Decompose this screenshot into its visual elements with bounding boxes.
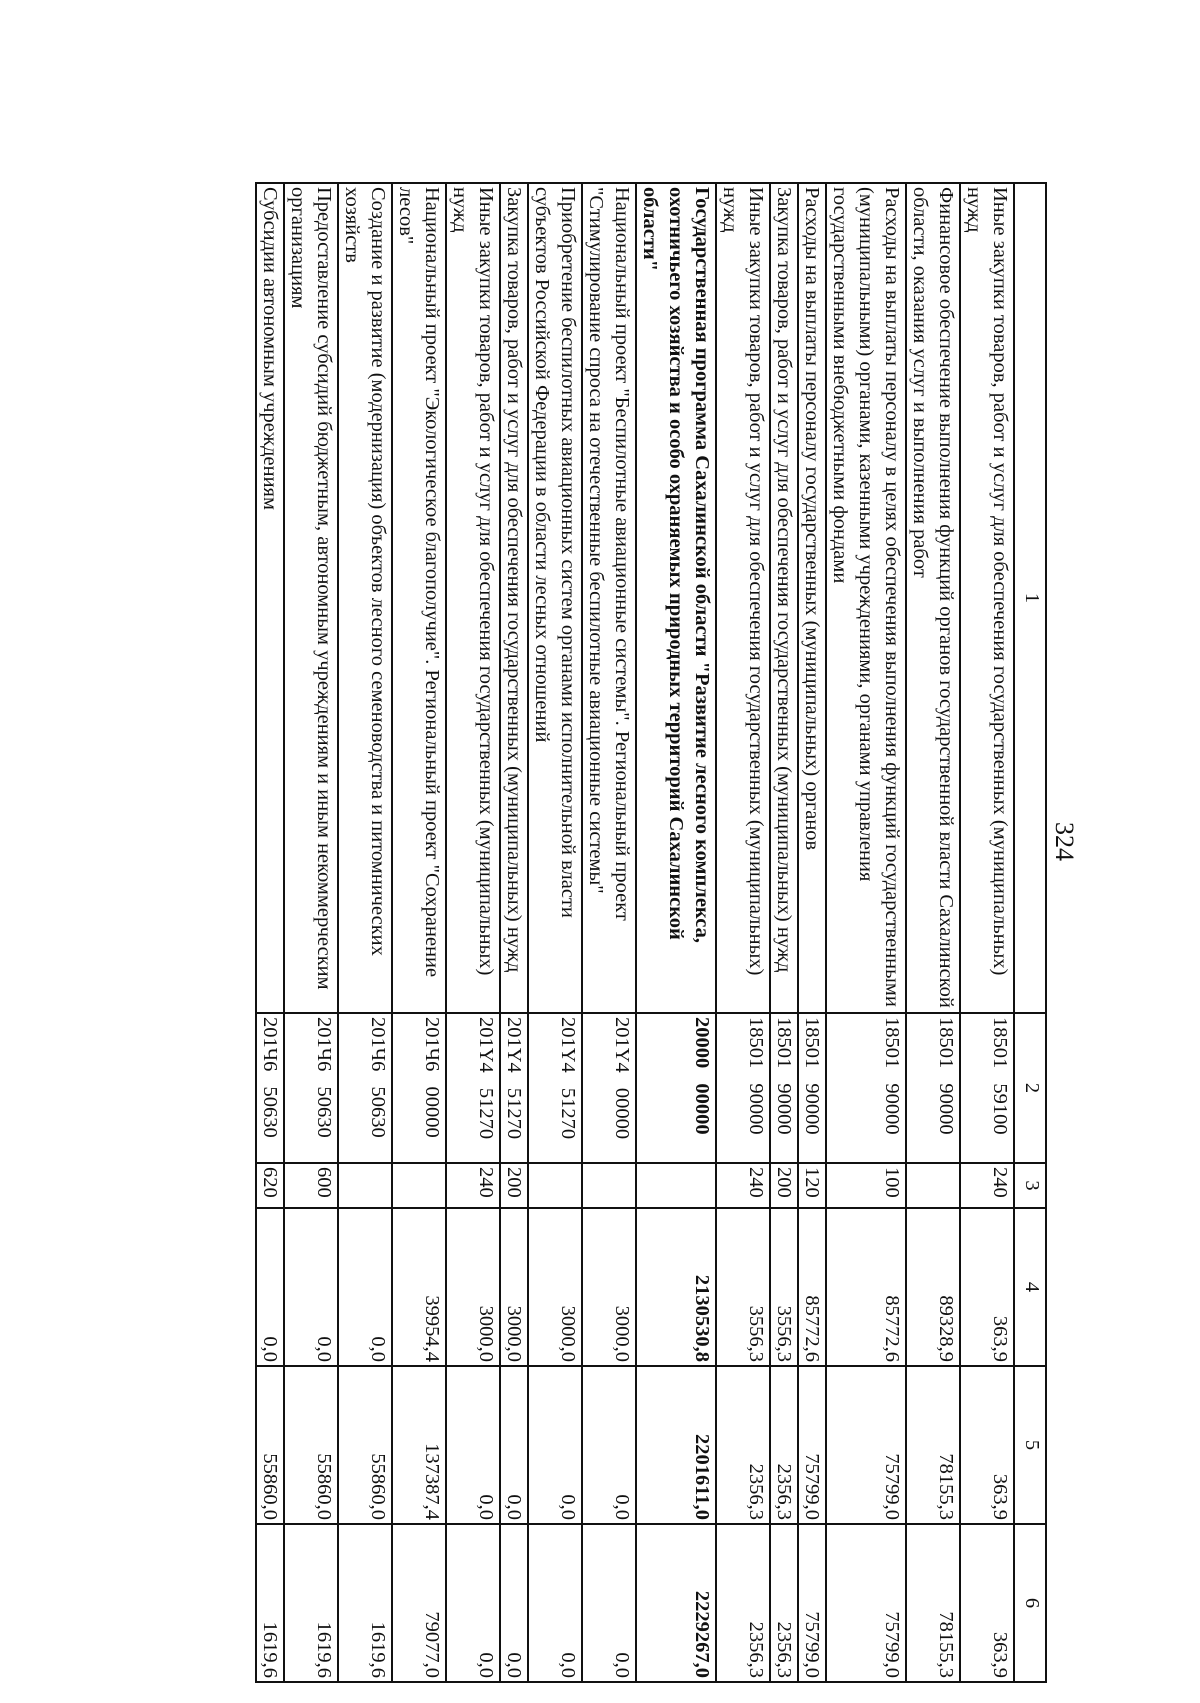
header-col-3: 3 — [1014, 1163, 1046, 1208]
row-name-cell: Иные закупки товаров, работ и услуг для обеспечения государственных (муниципальных) нужд — [960, 183, 1014, 1013]
row-kind-cell: 240 — [960, 1163, 1014, 1208]
row-code-cell: 20000 00000 — [636, 1013, 716, 1163]
row-value-cell: 3000,0 — [528, 1208, 582, 1366]
row-code-cell: 18501 90000 — [770, 1013, 798, 1163]
row-value-cell: 363,9 — [960, 1208, 1014, 1366]
row-value-cell: 2130530,8 — [636, 1208, 716, 1366]
row-name-cell: Предоставление субсидий бюджетным, автономным учреждениям и иным некоммерческим организациям — [284, 183, 338, 1013]
header-col-6: 6 — [1014, 1524, 1046, 1682]
header-col-2: 2 — [1014, 1013, 1046, 1163]
row-name-cell: Приобретение беспилотных авиационных систем органами исполнительной власти субъектов Российской Федерации в области лесных отношений — [528, 183, 582, 1013]
row-code-cell: 18501 90000 — [716, 1013, 770, 1163]
table-header-row — [1014, 183, 1046, 1682]
row-value-cell: 363,9 — [960, 1524, 1014, 1682]
table-body — [256, 183, 1014, 1682]
table-row — [636, 183, 716, 1682]
row-code-cell: 18501 90000 — [906, 1013, 960, 1163]
row-value-cell: 55860,0 — [256, 1366, 284, 1524]
page-number: 324 — [1050, 822, 1079, 861]
row-value-cell: 0,0 — [284, 1208, 338, 1366]
row-code-cell: 18501 90000 — [826, 1013, 906, 1163]
row-code-cell: 201Y4 00000 — [582, 1013, 636, 1163]
rotated-page — [27, 182, 1087, 1682]
table-row — [256, 183, 284, 1682]
table-row — [446, 183, 500, 1682]
row-value-cell: 2356,3 — [770, 1366, 798, 1524]
table-row — [338, 183, 392, 1682]
header-col-4: 4 — [1014, 1208, 1046, 1366]
row-value-cell: 0,0 — [446, 1524, 500, 1682]
row-value-cell: 0,0 — [582, 1524, 636, 1682]
row-value-cell: 3000,0 — [582, 1208, 636, 1366]
row-value-cell: 78155,3 — [906, 1524, 960, 1682]
row-value-cell: 75799,0 — [798, 1524, 826, 1682]
row-value-cell: 3000,0 — [500, 1208, 528, 1366]
row-kind-cell — [636, 1163, 716, 1208]
table-row — [284, 183, 338, 1682]
row-name-cell: Закупка товаров, работ и услуг для обеспечения государственных (муниципальных) нужд — [500, 183, 528, 1013]
row-name-cell: Закупка товаров, работ и услуг для обеспечения государственных (муниципальных) нужд — [770, 183, 798, 1013]
row-value-cell: 0,0 — [446, 1366, 500, 1524]
table-row — [392, 183, 446, 1682]
row-name-cell: Иные закупки товаров, работ и услуг для обеспечения государственных (муниципальных) нужд — [446, 183, 500, 1013]
row-value-cell: 55860,0 — [284, 1366, 338, 1524]
row-kind-cell — [582, 1163, 636, 1208]
row-code-cell: 201Ч6 50630 — [284, 1013, 338, 1163]
row-value-cell: 1619,6 — [338, 1524, 392, 1682]
row-kind-cell: 200 — [500, 1163, 528, 1208]
table-row — [528, 183, 582, 1682]
row-value-cell: 75799,0 — [826, 1366, 906, 1524]
row-value-cell: 0,0 — [256, 1208, 284, 1366]
row-name-cell: Расходы на выплаты персоналу в целях обеспечения выполнения функций государственными (муниципальными) органами, казенными учреждениями, органами управления государственными внебюджетными фондами — [826, 183, 906, 1013]
row-value-cell: 0,0 — [500, 1524, 528, 1682]
row-value-cell: 0,0 — [528, 1524, 582, 1682]
row-name-cell: Национальный проект "Беспилотные авиационные системы". Региональный проект "Стимулирование спроса на отечественные беспилотные авиационные системы" — [582, 183, 636, 1013]
row-name-cell: Расходы на выплаты персоналу государственных (муниципальных) органов — [798, 183, 826, 1013]
table-row — [770, 183, 798, 1682]
row-value-cell: 2356,3 — [770, 1524, 798, 1682]
row-name-cell: Субсидии автономным учреждениям — [256, 183, 284, 1013]
row-name-cell: Иные закупки товаров, работ и услуг для обеспечения государственных (муниципальных) нужд — [716, 183, 770, 1013]
row-kind-cell: 200 — [770, 1163, 798, 1208]
row-code-cell: 201Ч6 50630 — [338, 1013, 392, 1163]
row-code-cell: 18501 90000 — [798, 1013, 826, 1163]
row-kind-cell — [392, 1163, 446, 1208]
row-value-cell: 75799,0 — [798, 1366, 826, 1524]
table-row — [716, 183, 770, 1682]
row-value-cell: 363,9 — [960, 1366, 1014, 1524]
row-value-cell: 85772,6 — [798, 1208, 826, 1366]
row-value-cell: 0,0 — [528, 1366, 582, 1524]
row-value-cell: 3556,3 — [716, 1208, 770, 1366]
row-code-cell: 201Y4 51270 — [446, 1013, 500, 1163]
row-value-cell: 2201611,0 — [636, 1366, 716, 1524]
row-value-cell: 75799,0 — [826, 1524, 906, 1682]
row-kind-cell — [528, 1163, 582, 1208]
table-row — [960, 183, 1014, 1682]
row-value-cell: 3000,0 — [446, 1208, 500, 1366]
header-col-1: 1 — [1014, 183, 1046, 1013]
row-code-cell: 201Ч6 50630 — [256, 1013, 284, 1163]
row-value-cell: 1619,6 — [284, 1524, 338, 1682]
row-value-cell: 0,0 — [500, 1366, 528, 1524]
row-kind-cell — [906, 1163, 960, 1208]
table-row — [798, 183, 826, 1682]
row-value-cell: 1619,6 — [256, 1524, 284, 1682]
table-row — [500, 183, 528, 1682]
table-row — [826, 183, 906, 1682]
row-name-cell: Национальный проект "Экологическое благополучие". Региональный проект "Сохранение лесов" — [392, 183, 446, 1013]
row-name-cell: Создание и развитие (модернизация) объектов лесного семеноводства и питомнических хозяйств — [338, 183, 392, 1013]
row-kind-cell: 240 — [716, 1163, 770, 1208]
row-code-cell: 201Y4 51270 — [500, 1013, 528, 1163]
row-value-cell: 2356,3 — [716, 1524, 770, 1682]
table-row — [582, 183, 636, 1682]
row-value-cell: 39954,4 — [392, 1208, 446, 1366]
row-value-cell: 2356,3 — [716, 1366, 770, 1524]
header-col-5: 5 — [1014, 1366, 1046, 1524]
row-value-cell: 85772,6 — [826, 1208, 906, 1366]
row-value-cell: 0,0 — [338, 1208, 392, 1366]
row-kind-cell: 620 — [256, 1163, 284, 1208]
row-kind-cell: 120 — [798, 1163, 826, 1208]
row-kind-cell: 100 — [826, 1163, 906, 1208]
table-row — [906, 183, 960, 1682]
row-code-cell: 201Y4 51270 — [528, 1013, 582, 1163]
row-value-cell: 55860,0 — [338, 1366, 392, 1524]
row-value-cell: 3556,3 — [770, 1208, 798, 1366]
row-kind-cell: 240 — [446, 1163, 500, 1208]
row-value-cell: 78155,3 — [906, 1366, 960, 1524]
row-name-cell: Финансовое обеспечение выполнения функций органов государственной власти Сахалинской области, оказания услуг и выполнения работ — [906, 183, 960, 1013]
row-value-cell: 137387,4 — [392, 1366, 446, 1524]
row-name-cell: Государственная программа Сахалинской области "Развитие лесного комплекса, охотничьего хозяйства и особо охраняемых природных территорий Сахалинской области" — [636, 183, 716, 1013]
row-value-cell: 0,0 — [582, 1366, 636, 1524]
row-value-cell: 2229267,0 — [636, 1524, 716, 1682]
row-kind-cell — [338, 1163, 392, 1208]
row-code-cell: 201Ч6 00000 — [392, 1013, 446, 1163]
row-value-cell: 79077,0 — [392, 1524, 446, 1682]
row-code-cell: 18501 59100 — [960, 1013, 1014, 1163]
budget-table — [255, 182, 1047, 1683]
row-kind-cell: 600 — [284, 1163, 338, 1208]
row-value-cell: 89328,9 — [906, 1208, 960, 1366]
